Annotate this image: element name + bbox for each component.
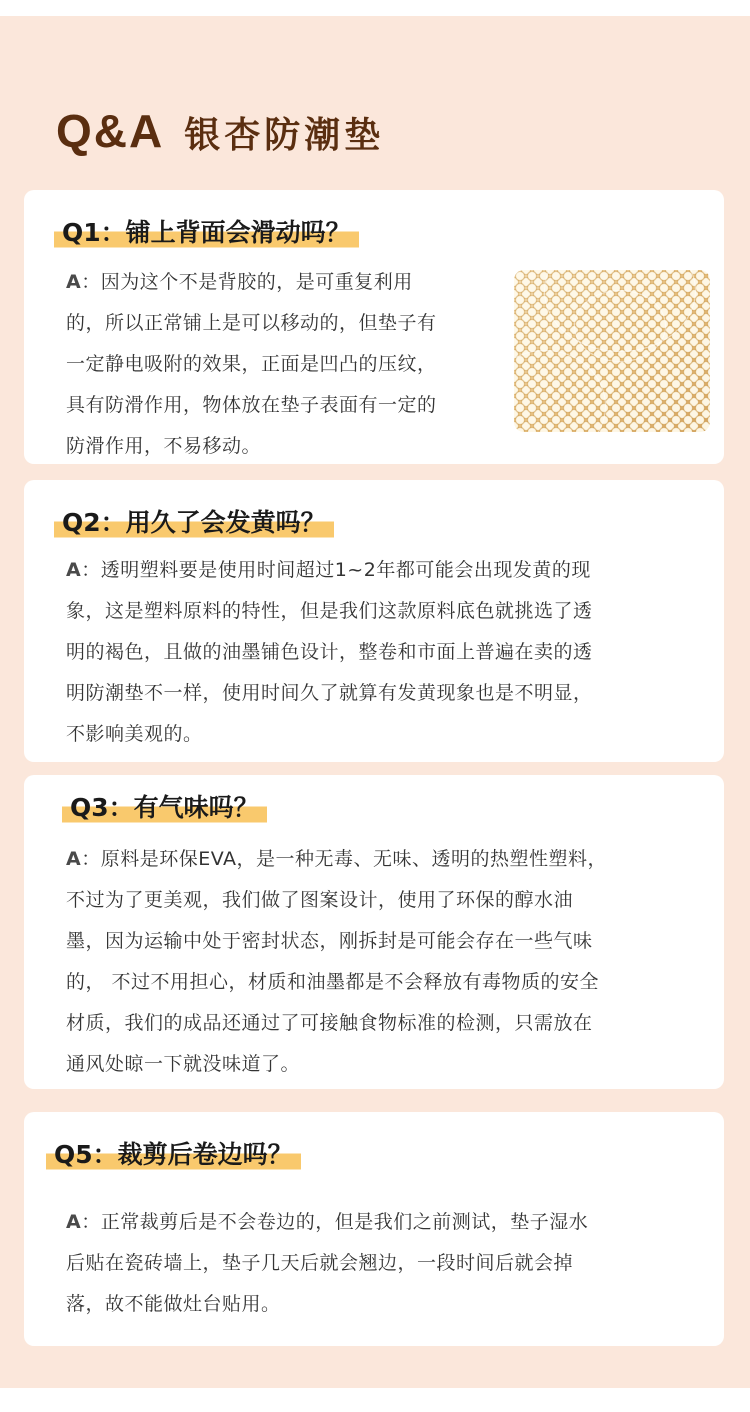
answer-line: 通风处晾一下就没味道了。 (66, 1053, 301, 1075)
qa-label: Q&A (56, 105, 165, 157)
faq-question-5: Q5：裁剪后卷边吗？ (46, 1138, 301, 1172)
faq-card-2 (24, 480, 724, 762)
answer-line: A：透明塑料要是使用时间超过1~2年都可能会出现发黄的现 (66, 559, 591, 581)
answer-line: 后贴在瓷砖墙上，垫子几天后就会翘边，一段时间后就会掉 (66, 1252, 574, 1274)
answer-line: 墨，因为运输中处于密封状态，刚拆封是可能会存在一些气味 (66, 930, 593, 952)
answer-line: 具有防滑作用，物体放在垫子表面有一定的 (66, 394, 437, 416)
faq-question-2: Q2：用久了会发黄吗？ (54, 506, 334, 540)
answer-line: 明的褐色，且做的油墨铺色设计，整卷和市面上普遍在卖的透 (66, 641, 593, 663)
faq-answer-1 (66, 262, 437, 467)
answer-label: A (66, 1211, 82, 1233)
answer-line: 的， 不过不用担心，材质和油墨都是不会释放有毒物质的安全 (66, 971, 600, 993)
answer-line: 防滑作用，不易移动。 (66, 435, 262, 457)
answer-label: A (66, 559, 82, 581)
answer-line: A：因为这个不是背胶的，是可重复利用 (66, 271, 413, 293)
faq-answer-2 (66, 550, 593, 755)
mat-texture-image (514, 270, 710, 432)
answer-line: 一定静电吸附的效果，正面是凹凸的压纹， (66, 353, 437, 375)
answer-line: A：原料是环保EVA，是一种无毒、无味、透明的热塑性塑料， (66, 848, 608, 870)
answer-line: A：正常裁剪后是不会卷边的，但是我们之前测试，垫子湿水 (66, 1211, 589, 1233)
answer-label: A (66, 271, 82, 293)
answer-line: 的，所以正常铺上是可以移动的，但垫子有 (66, 312, 437, 334)
faq-answer-3 (66, 839, 607, 1085)
answer-line: 明防潮垫不一样，使用时间久了就算有发黄现象也是不明显， (66, 682, 593, 704)
faq-card-3 (24, 775, 724, 1089)
answer-line: 落，故不能做灶台贴用。 (66, 1293, 281, 1315)
faq-answer-5 (66, 1202, 588, 1325)
answer-line: 不过为了更美观，我们做了图案设计，使用了环保的醇水油 (66, 889, 574, 911)
page-heading (56, 104, 384, 158)
faq-card-5 (24, 1112, 724, 1346)
page-title: 银杏防潮垫 (184, 115, 385, 156)
faq-card-1 (24, 190, 724, 464)
answer-line: 材质，我们的成品还通过了可接触食物标准的检测，只需放在 (66, 1012, 593, 1034)
answer-label: A (66, 848, 82, 870)
answer-line: 不影响美观的。 (66, 723, 203, 745)
answer-line: 象，这是塑料原料的特性，但是我们这款原料底色就挑选了透 (66, 600, 593, 622)
faq-question-1: Q1：铺上背面会滑动吗？ (54, 216, 359, 250)
faq-question-3: Q3：有气味吗？ (62, 791, 267, 825)
